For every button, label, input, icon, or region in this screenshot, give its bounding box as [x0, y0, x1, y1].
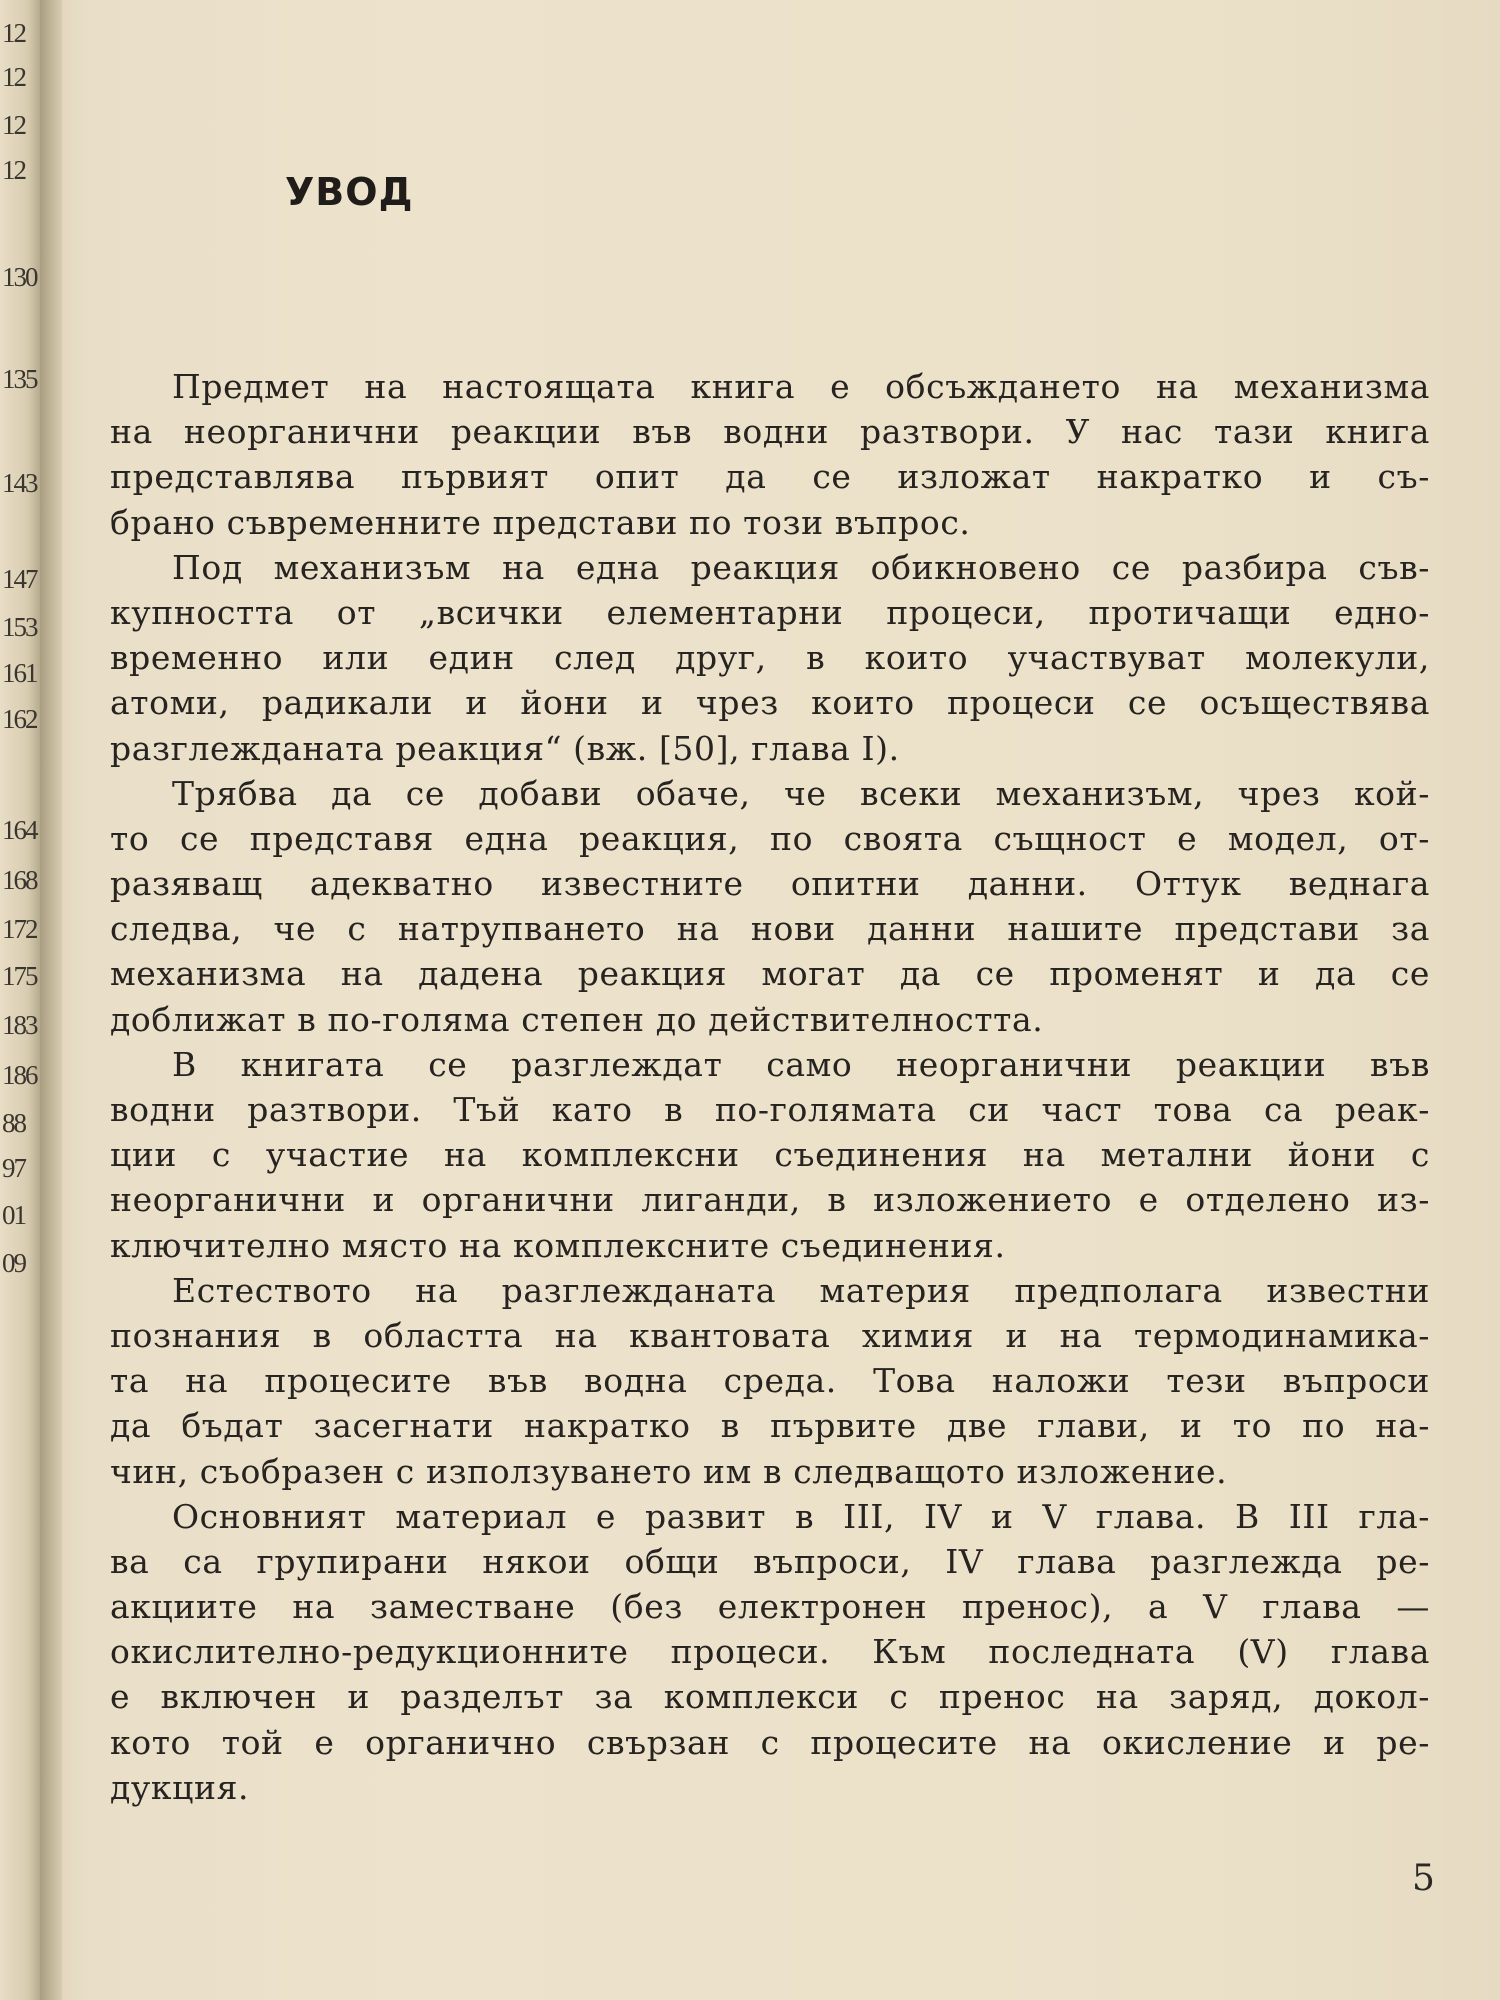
margin-number: 168 [2, 865, 37, 895]
margin-number: 88 [2, 1108, 25, 1138]
text-line: следва, че с натрупването на нови данни нашите представи за [110, 909, 1430, 949]
text-line: водни разтвори. Тъй като в по-голямата си част това са реак- [110, 1090, 1430, 1129]
text-line: дукция. [110, 1767, 250, 1807]
text-line: разяващ адекватно известните опитни данни. Оттук веднага [110, 864, 1430, 904]
text-line: акциите на заместване (без електронен пренос), а V глава — [110, 1587, 1430, 1627]
paragraph [110, 771, 1430, 1042]
margin-number: 09 [2, 1248, 25, 1278]
text-line: познания в областта на квантовата химия и на термодинамика- [110, 1315, 1430, 1355]
margin-number: 97 [2, 1153, 25, 1183]
page-number: 5 [1412, 1858, 1435, 1899]
text-line: В книгата се разглеждат само неорганични реакции във [172, 1044, 1430, 1084]
margin-number: 12 [2, 18, 25, 48]
text-line: Под механизъм на една реакция обикновено се разбира съв- [172, 547, 1430, 587]
paragraph [110, 364, 1430, 545]
text-line: механизма на дадена реакция могат да се променят и да се [110, 954, 1430, 994]
text-line: та на процесите във водна среда. Това наложи тези въпроси [110, 1361, 1430, 1401]
margin-number: 175 [2, 961, 37, 991]
margin-number: 130 [2, 262, 37, 292]
book-gutter [40, 0, 62, 2000]
text-line: представлява първият опит да се изложат накратко и съ- [110, 457, 1430, 497]
text-line: окислително-редукционните процеси. Към последната (V) глава [110, 1632, 1430, 1672]
text-line: ции с участие на комплексни съединения на метални йони с [110, 1135, 1430, 1175]
text-line: купността от „всички елементарни процеси, протичащи едно- [110, 592, 1430, 632]
text-line: Предмет на настоящата книга е обсъждането на механизма [172, 367, 1430, 406]
margin-number: 12 [2, 110, 25, 140]
chapter-title: УВОД [285, 170, 414, 215]
text-line: Основният материал е развит в III, IV и V глава. В III гла- [172, 1496, 1430, 1536]
text-line: временно или един след друг, в които участвуват молекули, [110, 638, 1430, 678]
margin-number: 12 [2, 155, 25, 185]
paragraph [110, 1042, 1430, 1268]
margin-number: 135 [2, 364, 37, 394]
text-line: ключително място на комплексните съединения. [110, 1225, 1006, 1265]
margin-number: 143 [2, 468, 37, 498]
text-line: Трябва да се добави обаче, че всеки механизъм, чрез кой- [172, 773, 1430, 813]
margin-number: 161 [2, 658, 37, 688]
text-line: неорганични и органични лиганди, в изложението е отделено из- [110, 1180, 1430, 1220]
paragraph [110, 1268, 1430, 1494]
paragraph [110, 1494, 1430, 1810]
text-line: кото той е органично свързан с процесите на окисление и ре- [110, 1722, 1430, 1762]
text-line: на неорганични реакции във водни разтвори. У нас тази книга [110, 412, 1430, 452]
margin-number: 164 [2, 815, 37, 845]
margin-number: 153 [2, 612, 37, 642]
text-line: е включен и разделът за комплекси с пренос на заряд, докол- [110, 1677, 1430, 1717]
text-line: да бъдат засегнати накратко в първите две глави, и то по на- [110, 1406, 1430, 1446]
text-line: брано съвременните представи по този въпрос. [110, 502, 971, 542]
text-line: атоми, радикали и йони и чрез които процеси се осъществява [110, 683, 1430, 723]
margin-number: 186 [2, 1060, 37, 1090]
facing-page-edge [0, 0, 41, 2000]
text-line: разглежданата реакция“ (вж. [50], глава I). [110, 728, 900, 768]
margin-number: 01 [2, 1200, 25, 1230]
text-line: доближат в по-голяма степен до действителността. [110, 999, 1044, 1039]
text-line: то се представя една реакция, по своята същност е модел, от- [110, 818, 1430, 858]
text-line: Естеството на разглежданата материя предполага известни [172, 1270, 1430, 1310]
margin-number: 172 [2, 914, 37, 944]
margin-number: 183 [2, 1010, 37, 1040]
text-line: ва са групирани някои общи въпроси, IV глава разглежда ре- [110, 1541, 1430, 1581]
text-line: чин, съобразен с използуването им в следващото изложение. [110, 1451, 1228, 1491]
margin-number: 12 [2, 62, 25, 92]
body-text [110, 364, 1430, 1810]
margin-number: 162 [2, 704, 37, 734]
paragraph [110, 545, 1430, 771]
margin-number: 147 [2, 564, 37, 594]
